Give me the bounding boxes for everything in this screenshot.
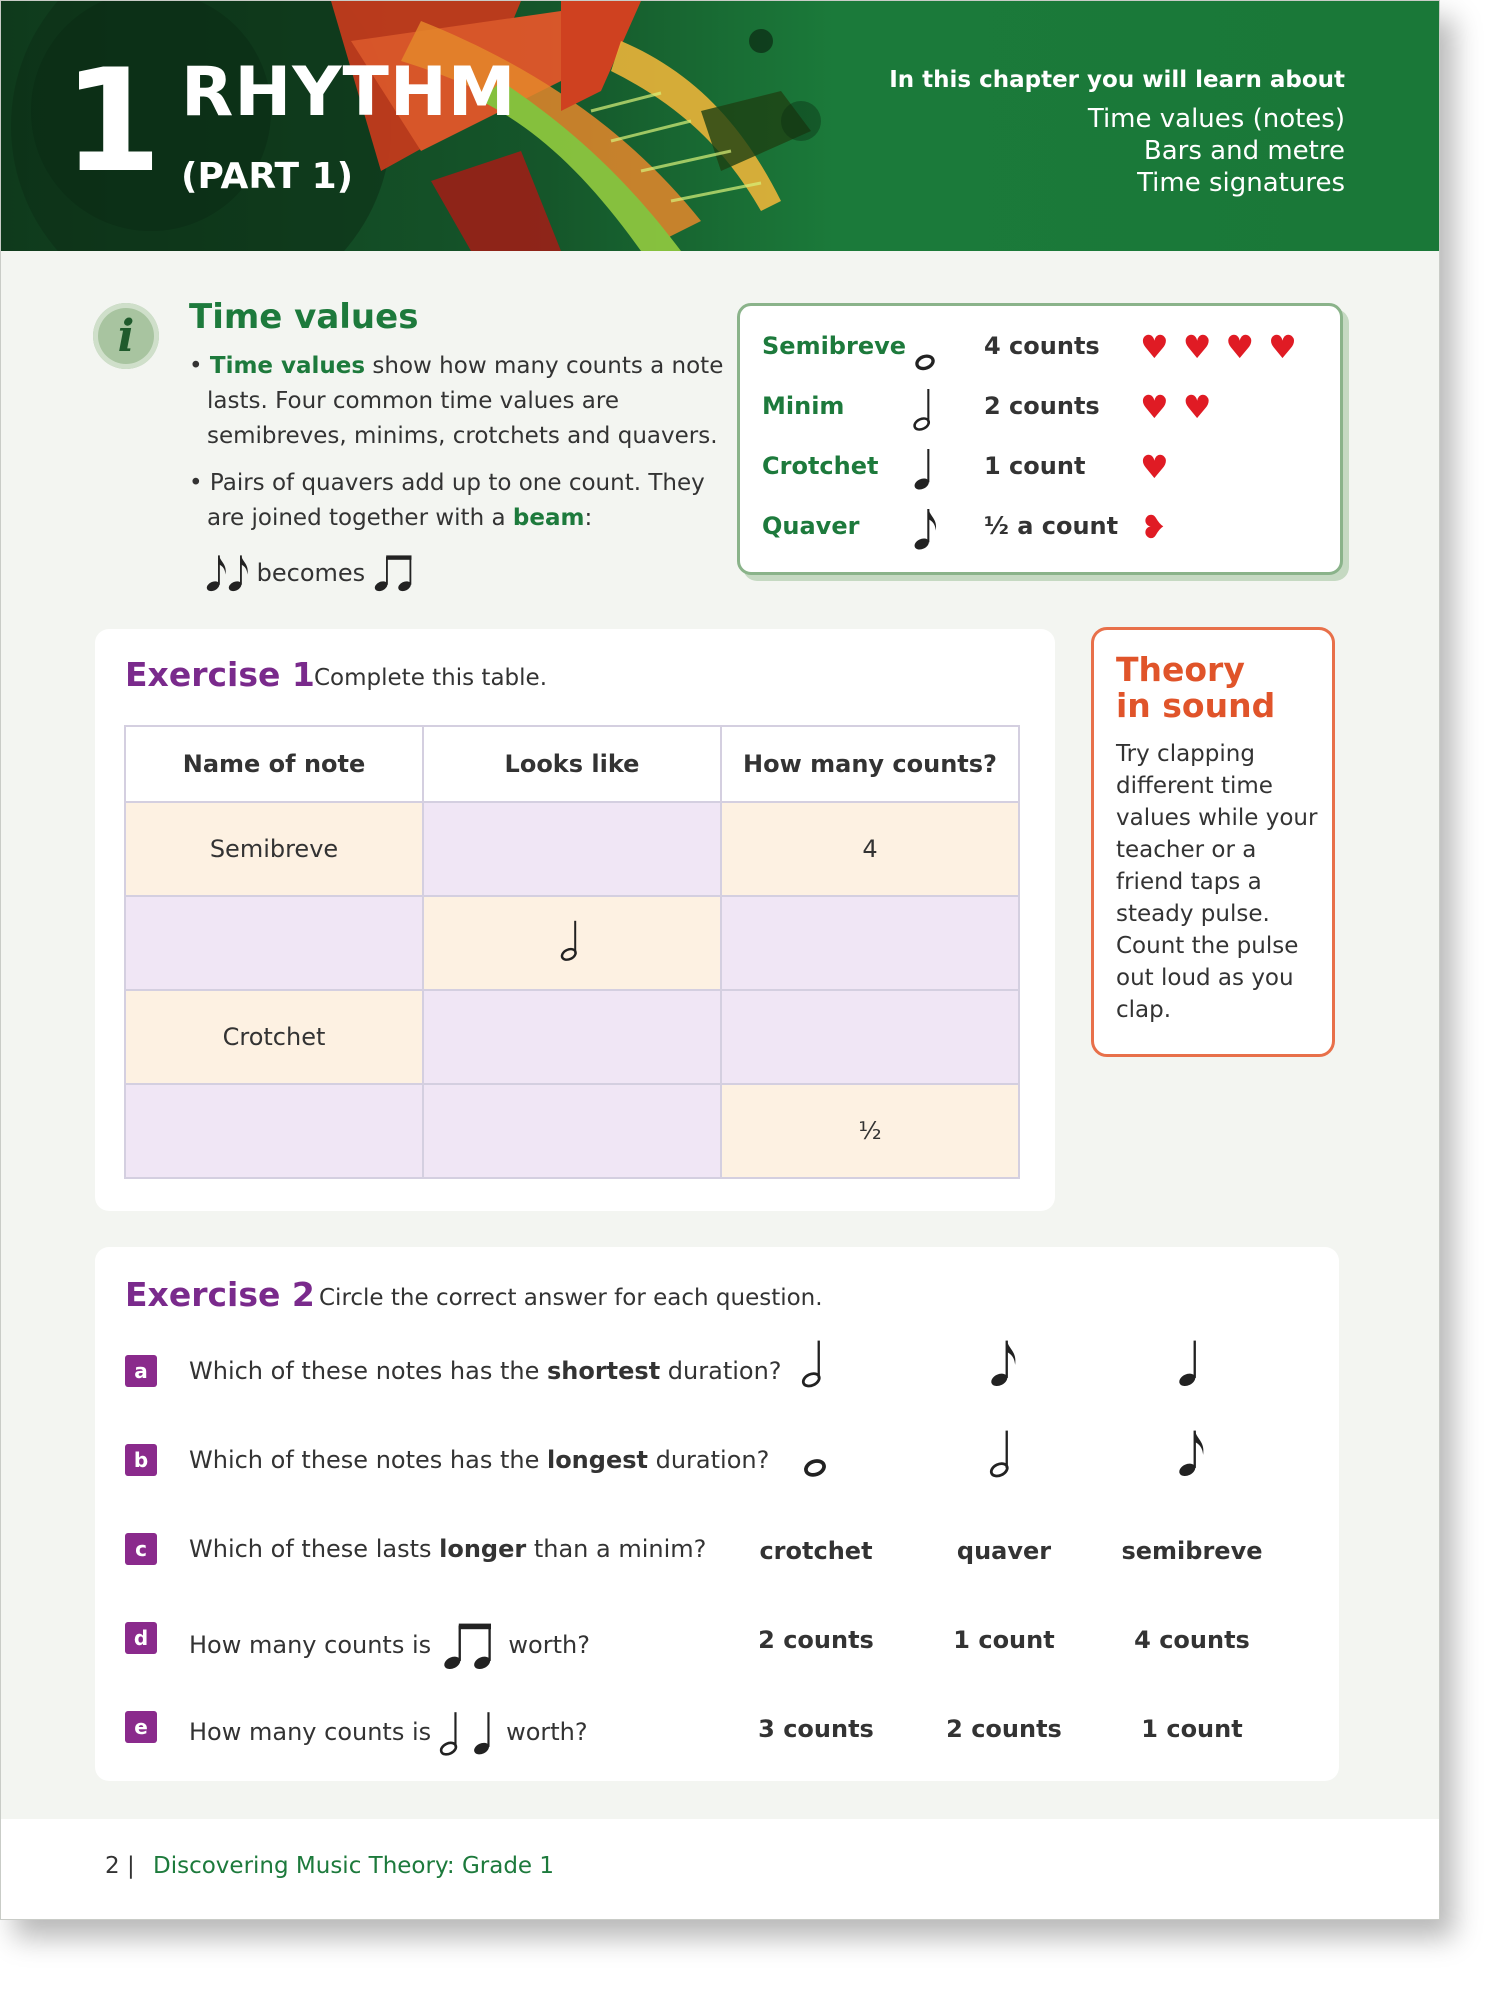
time-value-row <box>762 324 1322 374</box>
answer-option[interactable]: crotchet <box>759 1537 873 1565</box>
exercise-2-title: Exercise 2 <box>125 1275 315 1314</box>
note-counts: 1 count <box>984 452 1086 480</box>
time-values-title: Time values <box>189 297 419 337</box>
note-counts: 2 counts <box>984 392 1100 420</box>
time-values-table <box>737 303 1343 575</box>
footer-separator: | <box>126 1853 135 1879</box>
page-number-value: 2 <box>105 1853 120 1879</box>
exercise-2-instruction: Circle the correct answer for each question. <box>319 1285 823 1311</box>
question-pre: How many counts is <box>189 1631 432 1659</box>
question-pre: Which of these notes has the <box>189 1357 547 1385</box>
theory-in-sound-title <box>1116 652 1275 724</box>
table-header-row <box>125 726 1019 802</box>
question-label: d <box>125 1622 157 1654</box>
table-cell: Semibreve <box>125 802 423 896</box>
quaver-icon <box>227 551 249 595</box>
quaver-icon[interactable] <box>989 1335 1017 1391</box>
question-label: a <box>125 1355 157 1387</box>
answer-option[interactable]: 1 count <box>1141 1715 1243 1743</box>
question-text <box>189 1707 588 1747</box>
answer-option[interactable]: 2 counts <box>758 1626 874 1654</box>
table-row <box>125 990 1019 1084</box>
learning-item: Time signatures <box>1137 168 1345 198</box>
question-label: e <box>125 1711 157 1743</box>
column-header: How many counts? <box>721 726 1019 802</box>
learning-item: Bars and metre <box>1143 136 1345 166</box>
quaver-icon <box>912 504 938 554</box>
theory-title-line: Theory <box>1116 650 1245 689</box>
minim-icon[interactable] <box>801 1335 829 1391</box>
page-footer <box>1 1819 1439 1919</box>
beam-colon: : <box>584 505 593 531</box>
question-keyword: longest <box>546 1446 648 1474</box>
crotchet-icon <box>912 444 938 494</box>
answer-cell[interactable] <box>125 1084 423 1178</box>
beam-example <box>205 551 417 595</box>
question-text <box>189 1529 706 1569</box>
answer-cell[interactable] <box>721 990 1019 1084</box>
question-text <box>189 1351 782 1391</box>
answer-cell[interactable] <box>423 990 721 1084</box>
beam-term: beam <box>512 505 585 531</box>
question-label: b <box>125 1444 157 1476</box>
becomes-label: becomes <box>256 559 366 587</box>
question-post: duration? <box>647 1446 770 1474</box>
heart-icons: ♥♥ <box>1140 388 1226 426</box>
bullet-time-values: • Time values show how many counts a note lasts. Four common time values are semibreves, minims, crotchets and quavers. <box>189 353 724 449</box>
bullet-quavers: • Pairs of quavers add up to one count. They are joined together with a beam: <box>189 470 705 531</box>
info-icon: i <box>93 303 159 369</box>
answer-option[interactable]: quaver <box>956 1537 1052 1565</box>
answer-option[interactable]: 1 count <box>953 1626 1055 1654</box>
table-cell: Crotchet <box>125 990 423 1084</box>
answer-option[interactable]: semibreve <box>1121 1537 1263 1565</box>
minim-icon <box>439 1707 465 1759</box>
crotchet-icon[interactable] <box>1177 1335 1205 1391</box>
question-text <box>189 1440 769 1480</box>
beamed-quavers-icon <box>439 1618 501 1674</box>
learning-objectives <box>889 67 1345 199</box>
exercise-1-title: Exercise 1 <box>125 655 315 694</box>
question-text <box>189 1618 590 1658</box>
exercise-1-instruction: Complete this table. <box>314 665 547 691</box>
exercise-1-table <box>124 725 1020 1179</box>
question-keyword: longer <box>439 1535 527 1563</box>
question-post: than a minim? <box>526 1535 707 1563</box>
question-label: c <box>125 1533 157 1565</box>
theory-in-sound-body: Try clapping different time values while your teacher or a friend taps a steady pulse. Count the pulse out loud as you clap. <box>1116 741 1318 1023</box>
learning-item: Time values (notes) <box>1087 104 1345 134</box>
time-values-definition: show how many counts a note lasts. Four common time values are semibreves, minims, crotchets and quavers. <box>207 353 724 449</box>
note-name: Quaver <box>762 512 860 540</box>
question-post: worth? <box>508 1631 590 1659</box>
table-cell: ½ <box>721 1084 1019 1178</box>
note-name: Minim <box>762 392 845 420</box>
chapter-number: 1 <box>63 39 162 204</box>
learning-heading: In this chapter you will learn about <box>889 67 1345 93</box>
beamed-quavers-icon <box>373 551 417 595</box>
heart-icons: ♥♥♥♥ <box>1140 328 1311 366</box>
book-title: Discovering Music Theory: Grade 1 <box>153 1853 555 1879</box>
chapter-title: RHYTHM <box>181 53 517 132</box>
answer-cell[interactable] <box>423 1084 721 1178</box>
quaver-pair-text: Pairs of quavers add up to one count. They are joined together with a <box>207 470 705 531</box>
table-row <box>125 896 1019 990</box>
column-header: Looks like <box>423 726 721 802</box>
chapter-header <box>1 1 1439 251</box>
heart-icons: ❥ <box>1140 508 1181 546</box>
table-row <box>125 802 1019 896</box>
crotchet-icon <box>472 1707 498 1759</box>
question-pre: How many counts is <box>189 1718 432 1746</box>
time-value-row <box>762 444 1322 494</box>
minim-icon <box>560 915 584 965</box>
heart-icons: ♥ <box>1140 448 1183 486</box>
answer-cell[interactable] <box>423 802 721 896</box>
note-counts: 4 counts <box>984 332 1100 360</box>
page-number <box>105 1853 135 1879</box>
table-cell: 4 <box>721 802 1019 896</box>
semibreve-icon[interactable] <box>801 1425 829 1481</box>
time-values-text <box>189 349 729 548</box>
question-post: worth? <box>506 1718 588 1746</box>
question-post: duration? <box>660 1357 782 1385</box>
answer-option[interactable]: 2 counts <box>946 1715 1062 1743</box>
table-row <box>125 1084 1019 1178</box>
note-counts: ½ a count <box>984 512 1119 540</box>
answer-option[interactable]: 4 counts <box>1134 1626 1250 1654</box>
theory-in-sound-box <box>1091 627 1335 1057</box>
answer-option[interactable]: 3 counts <box>758 1715 874 1743</box>
note-name: Crotchet <box>762 452 879 480</box>
answer-cell[interactable] <box>125 896 423 990</box>
minim-icon[interactable] <box>989 1425 1017 1481</box>
time-value-row <box>762 384 1322 434</box>
table-cell <box>423 896 721 990</box>
question-keyword: shortest <box>546 1357 661 1385</box>
time-value-row <box>762 504 1322 554</box>
time-values-term: Time values <box>209 353 366 379</box>
answer-cell[interactable] <box>721 896 1019 990</box>
column-header: Name of note <box>125 726 423 802</box>
quaver-icon[interactable] <box>1177 1425 1205 1481</box>
semibreve-icon <box>912 324 938 374</box>
note-name: Semibreve <box>762 332 907 360</box>
chapter-subtitle: (PART 1) <box>181 156 354 197</box>
quaver-icon <box>205 551 227 595</box>
exercise-2-panel <box>95 1247 1339 1781</box>
minim-icon <box>912 384 938 434</box>
theory-title-line: in sound <box>1116 686 1276 725</box>
question-pre: Which of these notes has the <box>189 1446 547 1474</box>
question-pre: Which of these lasts <box>189 1535 440 1563</box>
